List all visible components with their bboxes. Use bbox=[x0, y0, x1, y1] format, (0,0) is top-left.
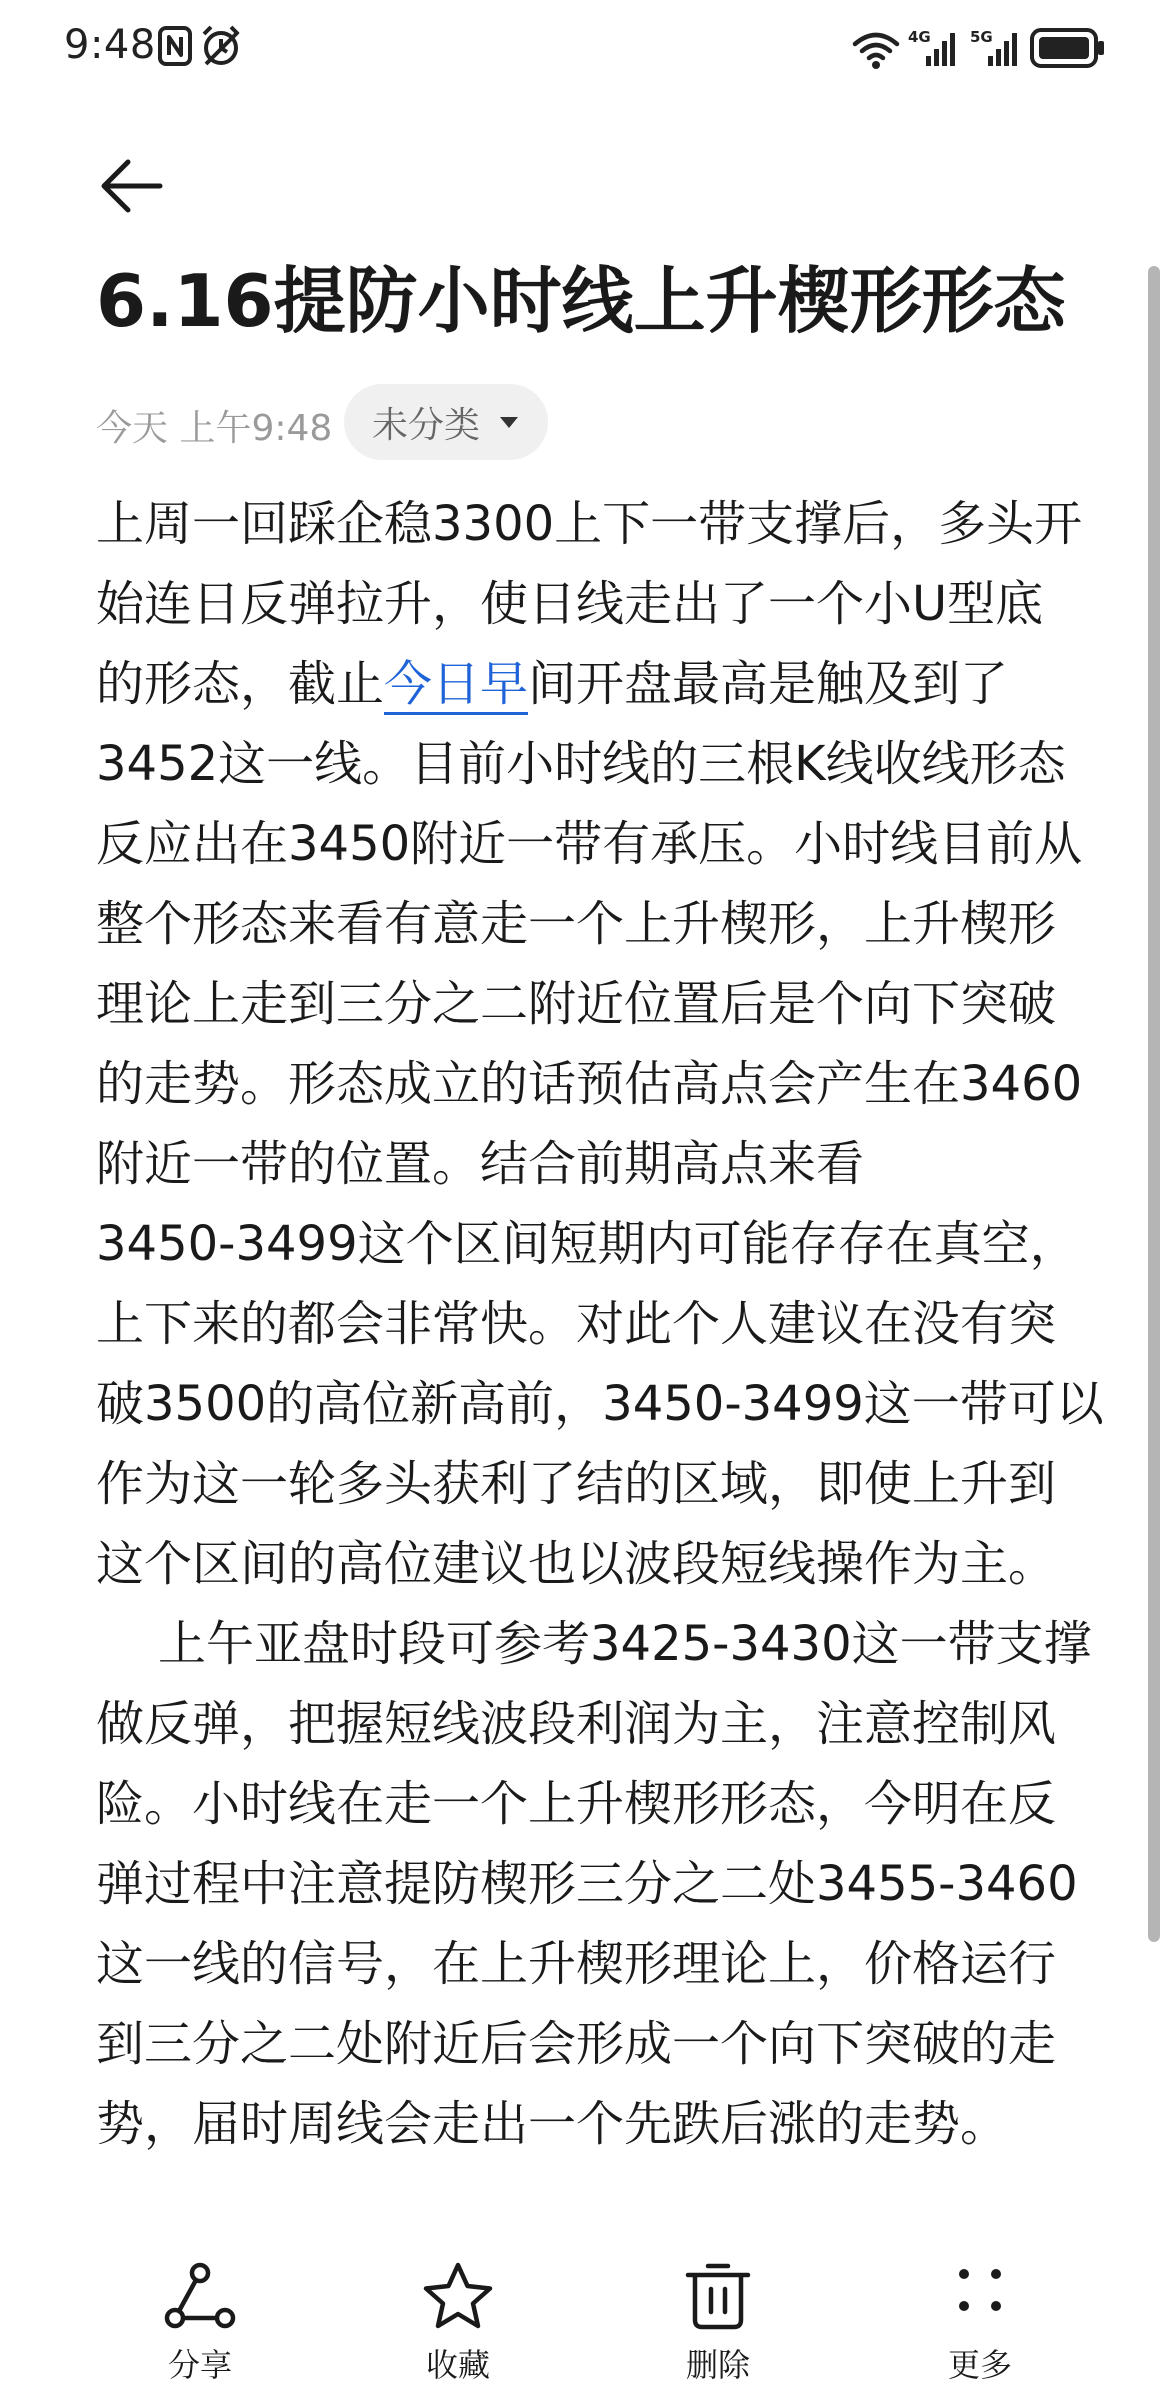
body-line: 到三分之二处附近后会形成一个向下突破的走 bbox=[96, 2016, 1057, 2072]
battery-icon bbox=[1030, 28, 1106, 68]
body-line: 这个区间的高位建议也以波段短线操作为主。 bbox=[96, 1536, 1057, 1592]
body-line: 做反弹，把握短线波段利润为主，注意控制风 bbox=[96, 1696, 1057, 1752]
body-line-text: 的形态，截止 bbox=[96, 656, 385, 712]
body-line-text: 间开盘最高是触及到了 bbox=[528, 656, 1009, 712]
body-line: 作为这一轮多头获利了结的区域，即使上升到 bbox=[96, 1456, 1057, 1512]
body-line: 弹过程中注意提防楔形三分之二处3455-3460 bbox=[96, 1856, 1078, 1912]
body-line: 3452这一线。目前小时线的三根K线收线形态 bbox=[96, 736, 1066, 792]
share-icon bbox=[164, 2260, 236, 2332]
paragraph-1 bbox=[96, 484, 1104, 1604]
body-line: 的走势。形态成立的话预估高点会产生在3460 bbox=[96, 1056, 1083, 1112]
note-date: 今天 上午9:48 bbox=[96, 408, 333, 449]
note-body[interactable] bbox=[96, 484, 1104, 2164]
status-time: 9:48 bbox=[64, 22, 156, 68]
status-bar bbox=[0, 0, 1176, 100]
scrollbar[interactable] bbox=[1148, 266, 1160, 1942]
signal-4g-label: 4G bbox=[908, 28, 931, 46]
star-icon bbox=[422, 2260, 494, 2332]
share-button[interactable] bbox=[100, 2260, 300, 2386]
wifi-icon bbox=[852, 30, 900, 70]
more-dots-icon bbox=[944, 2260, 1016, 2332]
back-arrow-icon bbox=[100, 158, 164, 214]
body-line: 始连日反弹拉升，使日线走出了一个小U型底 bbox=[96, 576, 1044, 632]
body-line: 上周一回踩企稳3300上下一带支撑后，多头开 bbox=[96, 496, 1083, 552]
category-label: 未分类 bbox=[371, 404, 480, 446]
delete-label: 删除 bbox=[685, 2346, 750, 2384]
trash-icon bbox=[682, 2260, 754, 2332]
category-dropdown[interactable] bbox=[344, 384, 548, 460]
note-title[interactable]: 6.16提防小时线上升楔形形态 bbox=[96, 259, 1066, 343]
more-button[interactable] bbox=[880, 2260, 1080, 2386]
favorite-button[interactable] bbox=[358, 2260, 558, 2386]
signal-5g-label: 5G bbox=[970, 28, 993, 46]
bottom-action-bar bbox=[0, 2220, 1176, 2400]
body-line: 理论上走到三分之二附近位置后是个向下突破 bbox=[96, 976, 1057, 1032]
body-line: 反应出在3450附近一带有承压。小时线目前从 bbox=[96, 816, 1083, 872]
share-label: 分享 bbox=[167, 2346, 232, 2384]
favorite-label: 收藏 bbox=[425, 2346, 490, 2384]
body-line: 这一线的信号，在上升楔形理论上，价格运行 bbox=[96, 1936, 1057, 1992]
body-line: 险。小时线在走一个上升楔形形态，今明在反 bbox=[96, 1776, 1057, 1832]
body-line: 整个形态来看有意走一个上升楔形，上升楔形 bbox=[96, 896, 1057, 952]
signal-5g-icon bbox=[972, 30, 1020, 70]
body-line-with-link bbox=[96, 644, 1096, 724]
body-line: 势，届时周线会走出一个先跌后涨的走势。 bbox=[96, 2096, 1009, 2152]
back-button[interactable] bbox=[96, 150, 168, 222]
signal-4g-icon bbox=[910, 30, 958, 70]
body-line: 3450-3499这个区间短期内可能存存在真空， bbox=[96, 1216, 1078, 1272]
dropdown-triangle-icon bbox=[498, 415, 520, 429]
delete-button[interactable] bbox=[618, 2260, 818, 2386]
body-line: 上午亚盘时段可参考3425-3430这一带支撑 bbox=[158, 1616, 1092, 1672]
alarm-icon bbox=[200, 24, 242, 68]
paragraph-2 bbox=[96, 1604, 1096, 2164]
body-line: 上下来的都会非常快。对此个人建议在没有突 bbox=[96, 1296, 1057, 1352]
date-link[interactable]: 今日早 bbox=[384, 656, 528, 715]
body-line: 附近一带的位置。结合前期高点来看 bbox=[96, 1136, 865, 1192]
nfc-icon bbox=[158, 26, 192, 66]
body-line: 破3500的高位新高前，3450-3499这一带可以 bbox=[96, 1376, 1104, 1432]
more-label: 更多 bbox=[947, 2346, 1012, 2384]
